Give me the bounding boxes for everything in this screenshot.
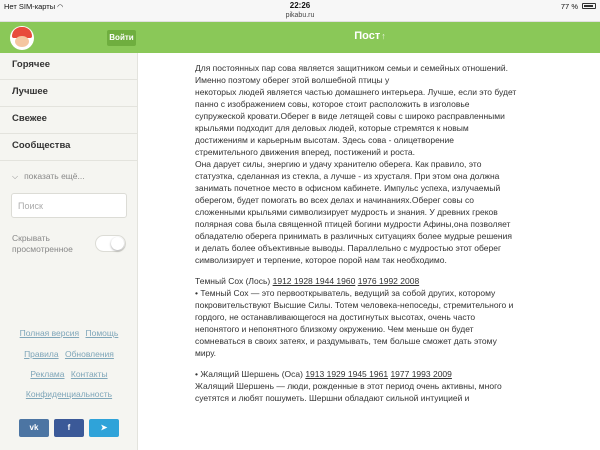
article-line: супружеской кровати.Оберег в виде летящей совы с широко расправленными	[195, 111, 505, 121]
article-line: Для постоянных пар сова является защитником семьи и семейных отношений.	[195, 63, 509, 73]
wifi-icon: ◠	[57, 4, 64, 11]
article-line: Именно поэтому оберег этой волшебной птицы у	[195, 75, 390, 85]
pikabu-logo-icon[interactable]	[10, 26, 34, 50]
telegram-icon: ➤	[100, 423, 108, 432]
carrier-label: Нет SIM-карты ◠	[4, 2, 64, 11]
article-line: и делать более объективные выводы. Параллельно с мудростью этот оберег	[195, 243, 502, 253]
article-line: стремительного движения вперед, постижений и роста.	[195, 147, 415, 157]
article-line: символизирует и терпение, которое порой нам так необходимо.	[195, 255, 447, 265]
years-link[interactable]: 1977 1993 2009	[390, 369, 452, 379]
updates-link[interactable]: Обновления	[64, 349, 114, 359]
full-version-link[interactable]: Полная версия	[19, 328, 80, 338]
post-content	[138, 53, 600, 450]
article-line: обладателю оберега принимать в различных ситуациях более мудрые решения	[195, 231, 512, 241]
footer-links-row-2	[0, 349, 138, 359]
facebook-icon: f	[67, 423, 71, 432]
contacts-link[interactable]: Контакты	[70, 369, 108, 379]
help-link[interactable]: Помощь	[85, 328, 119, 338]
status-bar	[0, 0, 600, 12]
article-line: непонятого и непонятного близкому окружению. Чем меньше он будет	[195, 324, 474, 334]
article-line: Жалящий Шершень — люди, рожденные в этот период очень активны, много	[195, 381, 502, 391]
article-line: панно с изображением совы, которое стоит расположить в изголовье	[195, 99, 470, 109]
section-heading-hornet: • Жалящий Шершень (Оса) 1913 1929 1945 1961 1977 1993 2009	[195, 369, 452, 379]
article-line: оберегом, будет помогать во всех делах и начинаниях.Оберег совы со	[195, 195, 475, 205]
article-line: миру.	[195, 348, 216, 358]
years-link[interactable]: 1976 1992 2008	[357, 276, 420, 286]
article-line: крыльями подходит для деловых людей, которые стремятся к новым	[195, 123, 469, 133]
article-line: статуэтка, сделанная из стекла, а лучше - из хрусталя. При этом она должна	[195, 171, 500, 181]
article-line: полярная сова была священной птицей богини мудрости Афины,она позволяет	[195, 219, 511, 229]
article-line: сложенными крыльями символизирует мудрость и знания. У древних греков	[195, 207, 498, 217]
article-line: • Темный Сох — это первооткрыватель, ведущий за собой других, которому	[195, 288, 496, 298]
article-line: Она дарует силы, энергию и удачу хранителю оберега. Как правило, это	[195, 159, 482, 169]
chevron-down-icon: ⌵	[12, 172, 19, 181]
article-line: гордого, не останавливающегося на достигнутых высотах, очень часто	[195, 312, 476, 322]
url-bar[interactable]: pikabu.ru	[0, 12, 600, 22]
top-header	[0, 22, 600, 53]
years-link[interactable]: 1912 1928 1944 1960	[272, 276, 356, 286]
article-line: занимать почетное место в офисном кабинете. Импульс успеха, излучаемый	[195, 183, 501, 193]
battery-percent: 77 %	[560, 2, 578, 11]
article-line: достижениям и карьерным высотам. Здесь сова - олицетворение	[195, 135, 454, 145]
telegram-share-button[interactable]	[89, 419, 119, 437]
footer-links-row-4	[0, 389, 138, 399]
rules-link[interactable]: Правила	[24, 349, 59, 359]
search-input[interactable]	[12, 194, 126, 217]
footer-links-row-1	[0, 328, 138, 338]
search-box[interactable]	[11, 193, 127, 218]
facebook-share-button[interactable]	[54, 419, 84, 437]
arrow-up-icon: ↑	[381, 31, 386, 41]
vk-icon: vk	[29, 423, 39, 432]
article-text	[195, 62, 590, 404]
sidebar-item-fresh[interactable]: Свежее	[12, 113, 47, 124]
toggle-knob	[111, 237, 124, 250]
sidebar-item-hot[interactable]: Горячее	[12, 59, 51, 70]
ads-link[interactable]: Реклама	[30, 369, 65, 379]
privacy-link[interactable]: Конфиденциальность	[25, 389, 113, 399]
article-line: покровительствуют Высшие Силы. Тотем человека-непоседы, стремительного и	[195, 300, 514, 310]
show-more-link[interactable]: ⌵ показать ещё...	[12, 171, 85, 181]
footer-links-row-3	[0, 369, 138, 379]
hide-viewed-toggle[interactable]	[95, 235, 126, 252]
battery-icon	[582, 3, 596, 9]
sidebar-item-communities[interactable]: Сообщества	[12, 140, 71, 151]
clock: 22:26	[289, 1, 311, 10]
hide-viewed-label: Скрывать просмотренное	[12, 233, 73, 254]
years-link[interactable]: 1913 1929 1945 1961	[305, 369, 389, 379]
vk-share-button[interactable]	[19, 419, 49, 437]
sidebar	[0, 53, 138, 450]
sidebar-item-best[interactable]: Лучшее	[12, 86, 48, 97]
article-line: некоторых людей является частью домашнего интерьера. Лучше, если это будет	[195, 87, 517, 97]
login-button[interactable]: Войти	[107, 30, 136, 46]
article-line: сомневаться в своих затеях, и раздумывать, тем больше сможет дать этому	[195, 336, 497, 346]
page-title: Пост↑	[354, 30, 386, 42]
section-heading-elk: Темный Сох (Лось) 1912 1928 1944 1960 1976 1992 2008	[195, 276, 420, 286]
article-line: суетятся и любят пошуметь. Шершни обладают сильной интуицией и	[195, 393, 470, 403]
